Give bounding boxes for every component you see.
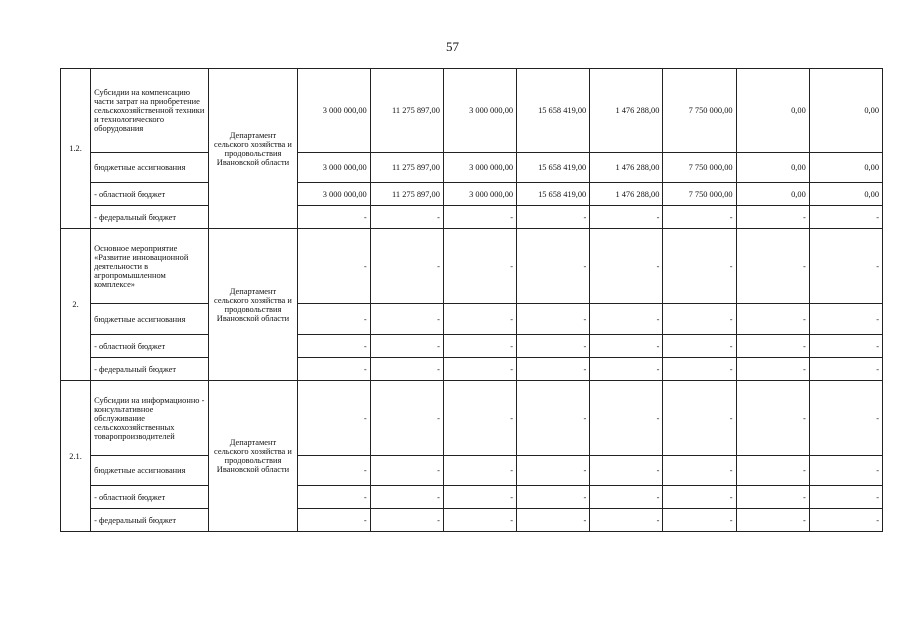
value-cell: -: [663, 335, 736, 358]
value-cell: -: [297, 335, 370, 358]
row-label: - федеральный бюджет: [91, 509, 209, 532]
value-cell: -: [736, 304, 809, 335]
value-cell: -: [297, 486, 370, 509]
value-cell: -: [590, 229, 663, 304]
table-row: [61, 335, 883, 358]
value-cell: 11 275 897,00: [370, 69, 443, 153]
value-cell: 0,00: [809, 183, 882, 206]
value-cell: -: [809, 206, 882, 229]
row-label: - областной бюджет: [91, 335, 209, 358]
table-row: [61, 183, 883, 206]
row-label: Субсидии на информационно - консультативное обслуживание сельскохозяйственных товаропроизводителей: [91, 381, 209, 456]
table-row: [61, 304, 883, 335]
value-cell: -: [590, 304, 663, 335]
value-cell: -: [443, 335, 516, 358]
value-cell: -: [443, 381, 516, 456]
row-label: бюджетные ассигнования: [91, 456, 209, 486]
value-cell: -: [736, 509, 809, 532]
value-cell: -: [443, 456, 516, 486]
value-cell: -: [736, 381, 809, 456]
value-cell: -: [590, 486, 663, 509]
value-cell: -: [517, 335, 590, 358]
row-label: - областной бюджет: [91, 486, 209, 509]
row-label: - федеральный бюджет: [91, 358, 209, 381]
value-cell: -: [297, 509, 370, 532]
value-cell: -: [517, 358, 590, 381]
value-cell: -: [809, 509, 882, 532]
department-cell: Департамент сельского хозяйства и продовольствия Ивановской области: [209, 69, 297, 229]
value-cell: 3 000 000,00: [297, 153, 370, 183]
value-cell: -: [663, 229, 736, 304]
value-cell: -: [809, 304, 882, 335]
table-row: [61, 229, 883, 304]
value-cell: -: [736, 358, 809, 381]
value-cell: 0,00: [736, 183, 809, 206]
row-label: - федеральный бюджет: [91, 206, 209, 229]
value-cell: -: [590, 509, 663, 532]
value-cell: -: [663, 486, 736, 509]
table-row: [61, 509, 883, 532]
value-cell: 1 476 288,00: [590, 69, 663, 153]
value-cell: -: [370, 358, 443, 381]
value-cell: 0,00: [809, 69, 882, 153]
value-cell: -: [736, 456, 809, 486]
row-number: 2.1.: [61, 381, 91, 532]
value-cell: 11 275 897,00: [370, 183, 443, 206]
value-cell: -: [663, 381, 736, 456]
value-cell: -: [370, 229, 443, 304]
value-cell: -: [517, 229, 590, 304]
value-cell: 7 750 000,00: [663, 69, 736, 153]
value-cell: 3 000 000,00: [443, 69, 516, 153]
table-row: [61, 206, 883, 229]
value-cell: -: [590, 335, 663, 358]
value-cell: -: [663, 456, 736, 486]
value-cell: 7 750 000,00: [663, 153, 736, 183]
department-cell: Департамент сельского хозяйства и продовольствия Ивановской области: [209, 381, 297, 532]
value-cell: 11 275 897,00: [370, 153, 443, 183]
value-cell: -: [517, 456, 590, 486]
value-cell: -: [517, 206, 590, 229]
row-number: 2.: [61, 229, 91, 381]
value-cell: 15 658 419,00: [517, 153, 590, 183]
value-cell: -: [517, 486, 590, 509]
value-cell: -: [590, 358, 663, 381]
value-cell: -: [809, 486, 882, 509]
value-cell: 0,00: [736, 69, 809, 153]
value-cell: -: [736, 206, 809, 229]
row-label: Основное мероприятие «Развитие инновационной деятельности в агропромышленном комплексе»: [91, 229, 209, 304]
value-cell: -: [517, 381, 590, 456]
value-cell: -: [736, 229, 809, 304]
value-cell: -: [590, 381, 663, 456]
value-cell: -: [809, 456, 882, 486]
value-cell: -: [297, 381, 370, 456]
department-cell: Департамент сельского хозяйства и продовольствия Ивановской области: [209, 229, 297, 381]
table-row: [61, 69, 883, 153]
value-cell: -: [809, 358, 882, 381]
value-cell: -: [443, 486, 516, 509]
budget-table: [60, 68, 883, 532]
table-row: [61, 486, 883, 509]
value-cell: -: [517, 304, 590, 335]
value-cell: -: [443, 206, 516, 229]
value-cell: -: [443, 358, 516, 381]
value-cell: 3 000 000,00: [443, 153, 516, 183]
value-cell: -: [809, 335, 882, 358]
value-cell: -: [809, 229, 882, 304]
row-number: 1.2.: [61, 69, 91, 229]
value-cell: -: [736, 486, 809, 509]
value-cell: 3 000 000,00: [297, 183, 370, 206]
table-row: [61, 358, 883, 381]
table-row: [61, 153, 883, 183]
value-cell: 15 658 419,00: [517, 69, 590, 153]
value-cell: -: [370, 486, 443, 509]
value-cell: 0,00: [736, 153, 809, 183]
value-cell: -: [370, 509, 443, 532]
value-cell: -: [809, 381, 882, 456]
value-cell: -: [370, 304, 443, 335]
table-row: [61, 456, 883, 486]
value-cell: -: [297, 229, 370, 304]
value-cell: 15 658 419,00: [517, 183, 590, 206]
value-cell: -: [297, 456, 370, 486]
value-cell: -: [370, 206, 443, 229]
value-cell: -: [370, 456, 443, 486]
value-cell: -: [297, 358, 370, 381]
value-cell: 7 750 000,00: [663, 183, 736, 206]
value-cell: -: [443, 229, 516, 304]
value-cell: -: [297, 304, 370, 335]
value-cell: -: [370, 335, 443, 358]
value-cell: -: [590, 456, 663, 486]
value-cell: 3 000 000,00: [443, 183, 516, 206]
row-label: бюджетные ассигнования: [91, 153, 209, 183]
value-cell: 1 476 288,00: [590, 153, 663, 183]
row-label: бюджетные ассигнования: [91, 304, 209, 335]
value-cell: -: [663, 509, 736, 532]
value-cell: -: [370, 381, 443, 456]
value-cell: -: [443, 304, 516, 335]
value-cell: 0,00: [809, 153, 882, 183]
page-number: 57: [446, 39, 459, 54]
value-cell: -: [443, 509, 516, 532]
value-cell: -: [517, 509, 590, 532]
value-cell: -: [663, 358, 736, 381]
value-cell: 3 000 000,00: [297, 69, 370, 153]
value-cell: -: [663, 304, 736, 335]
row-label: - областной бюджет: [91, 183, 209, 206]
value-cell: -: [663, 206, 736, 229]
value-cell: -: [297, 206, 370, 229]
value-cell: -: [590, 206, 663, 229]
table-row: [61, 381, 883, 456]
row-label: Субсидии на компенсацию части затрат на приобретение сельскохозяйственной техники и технологического оборудования: [91, 69, 209, 153]
value-cell: 1 476 288,00: [590, 183, 663, 206]
value-cell: -: [736, 335, 809, 358]
